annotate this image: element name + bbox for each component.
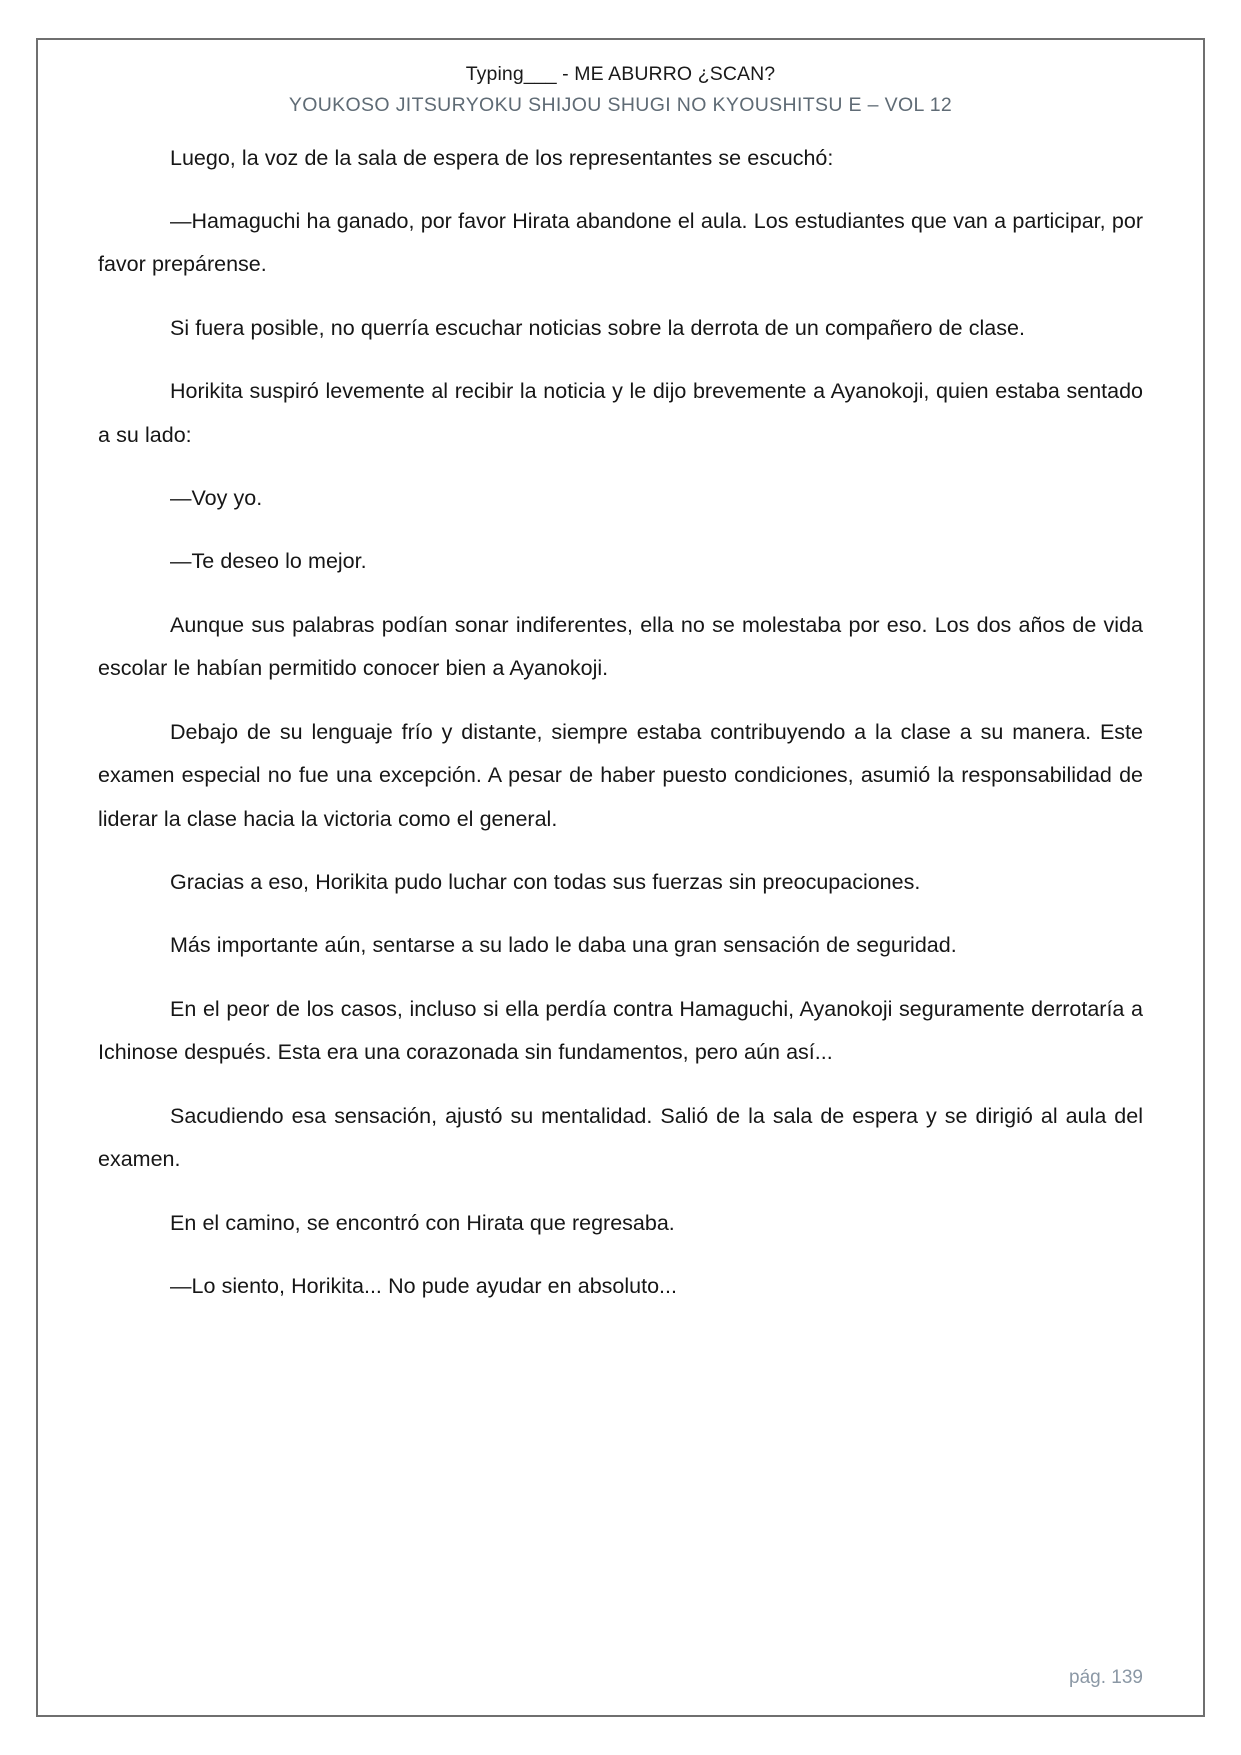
paragraph: En el peor de los casos, incluso si ella perdía contra Hamaguchi, Ayanokoji seguramente derrotaría a Ichinose después. Esta era una corazonada sin fundamentos, pero aún así...	[98, 996, 1143, 1065]
novel-volume-subtitle: YOUKOSO JITSURYOKU SHIJOU SHUGI NO KYOUSHITSU E – VOL 12	[288, 94, 953, 117]
paragraph: Aunque sus palabras podían sonar indiferentes, ella no se molestaba por eso. Los dos años de vida escolar le habían permitido conocer bien a Ayanokoji.	[98, 612, 1143, 681]
paragraph: Si fuera posible, no querría escuchar noticias sobre la derrota de un compañero de clase.	[170, 315, 1025, 340]
paragraph: Sacudiendo esa sensación, ajustó su mentalidad. Salió de la sala de espera y se dirigió al aula del examen.	[98, 1103, 1143, 1172]
paragraph: —Voy yo.	[170, 486, 263, 511]
scan-group-title: Typing___ - ME ABURRO ¿SCAN?	[465, 63, 776, 85]
paragraph: —Lo siento, Horikita... No pude ayudar en absoluto...	[170, 1273, 677, 1298]
paragraph: En el camino, se encontró con Hirata que regresaba.	[170, 1210, 675, 1235]
paragraph: —Te deseo lo mejor.	[170, 549, 367, 574]
paragraph: Más importante aún, sentarse a su lado le daba una gran sensación de seguridad.	[170, 933, 957, 958]
page-content	[36, 38, 1205, 1717]
page-number: pág. 139	[1069, 1667, 1143, 1688]
novel-body	[98, 137, 1143, 1309]
paragraph: Luego, la voz de la sala de espera de los representantes se escuchó:	[170, 145, 834, 170]
paragraph: Debajo de su lenguaje frío y distante, siempre estaba contribuyendo a la clase a su manera. Este examen especial no fue una excepción. A pesar de haber puesto condiciones, asumió la responsabilidad de liderar la clase hacia la victoria como el general.	[98, 719, 1143, 831]
page-header	[98, 60, 1143, 121]
paragraph: —Hamaguchi ha ganado, por favor Hirata abandone el aula. Los estudiantes que van a participar, por favor prepárense.	[98, 208, 1143, 277]
paragraph: Horikita suspiró levemente al recibir la noticia y le dijo brevemente a Ayanokoji, quien estaba sentado a su lado:	[98, 379, 1143, 447]
paragraph: Gracias a eso, Horikita pudo luchar con todas sus fuerzas sin preocupaciones.	[170, 870, 921, 894]
